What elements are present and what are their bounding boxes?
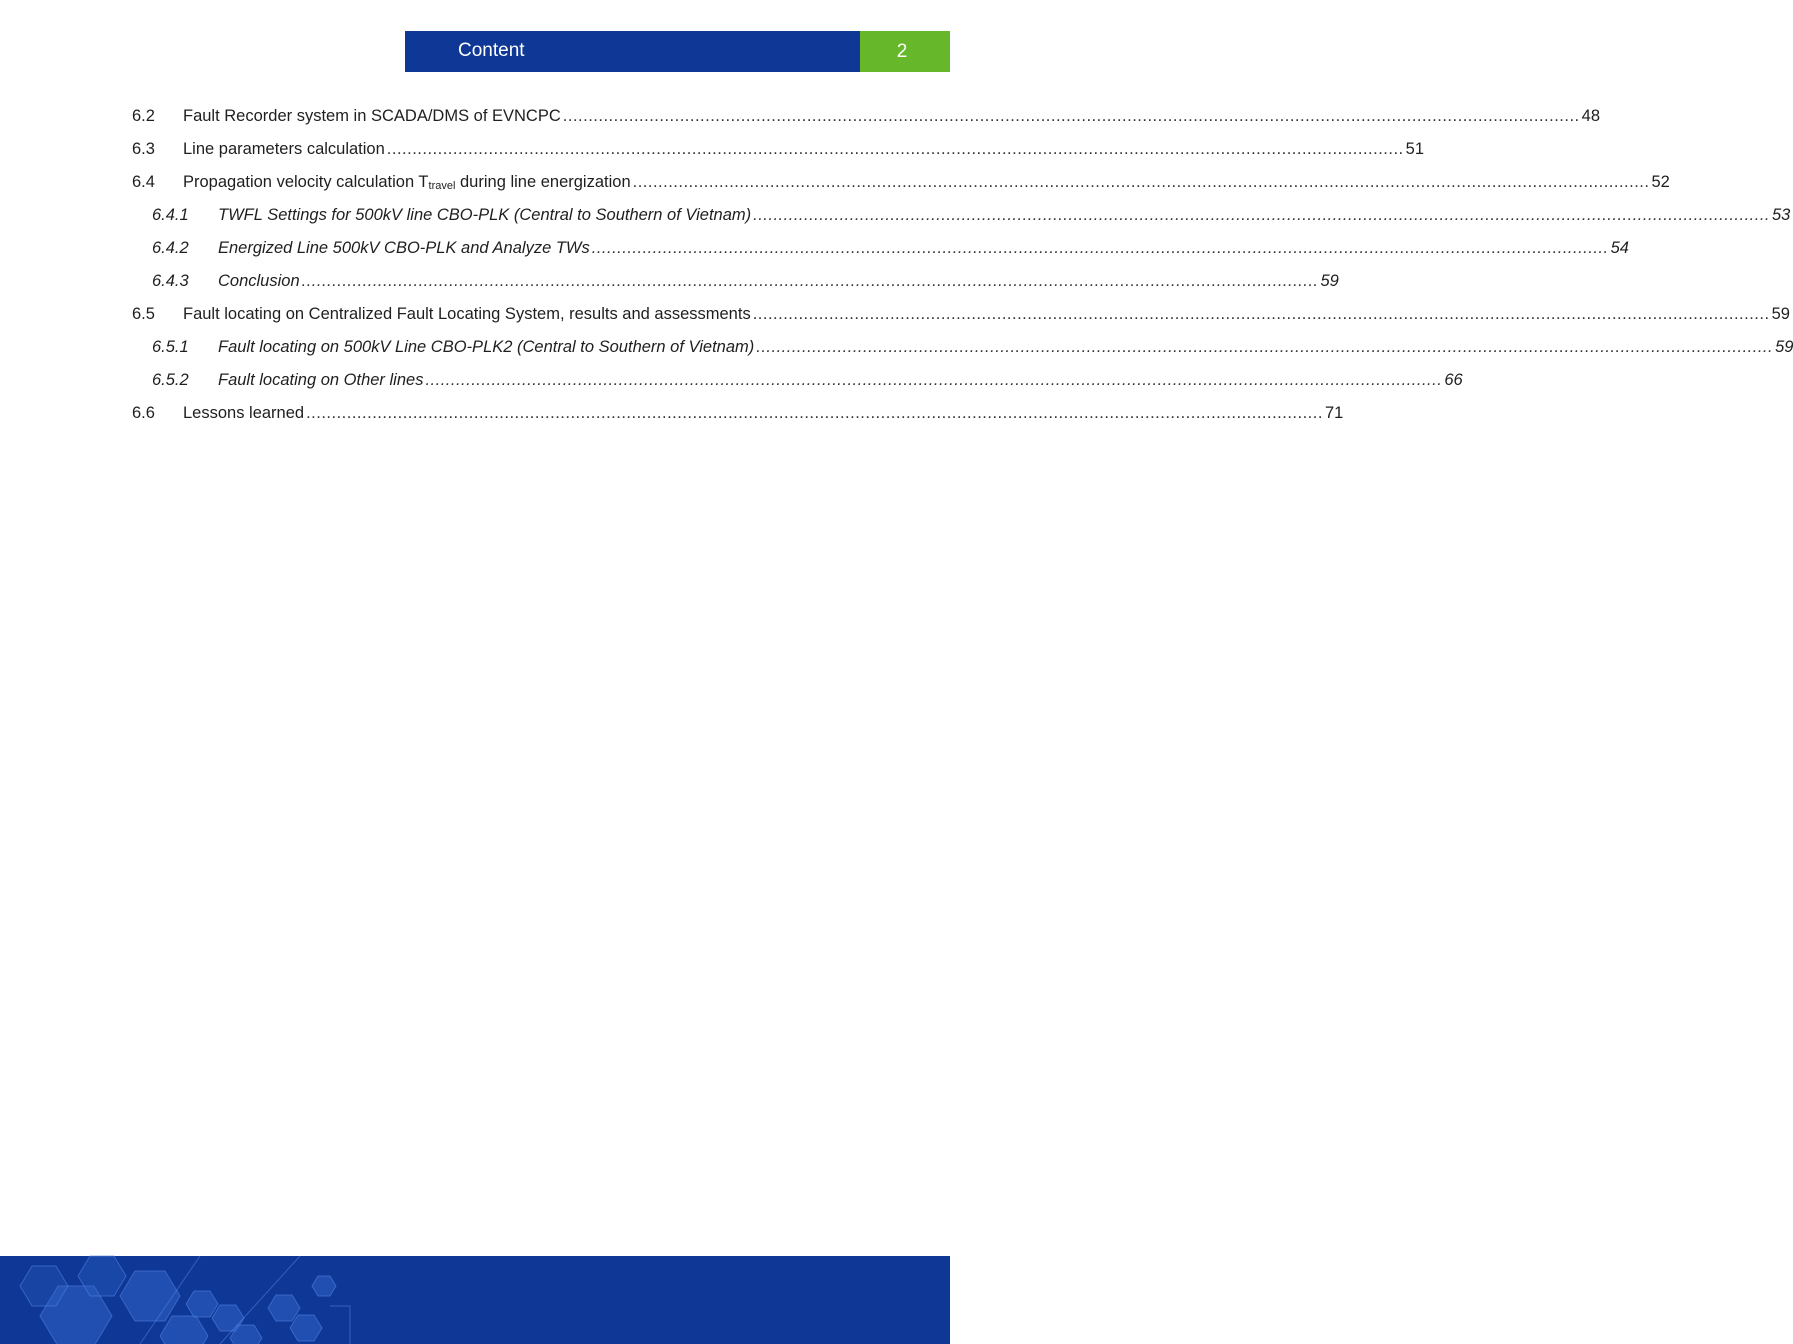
toc-entry-number: 6.4: [132, 173, 155, 191]
toc-entry-title: Line parameters calculation: [183, 140, 385, 158]
toc-entry[interactable]: [132, 401, 1344, 425]
toc-entry[interactable]: [152, 203, 1791, 227]
toc-dot-leader: ........................................................................................................................................................................................................: [425, 371, 1443, 389]
toc-entry-number: 6.3: [132, 140, 155, 158]
page-number: 2: [860, 31, 950, 72]
toc-title-part: during line energization: [455, 173, 631, 191]
toc-entry[interactable]: [132, 104, 1600, 128]
footer-banner: [0, 1256, 950, 1344]
toc-entry-title: Lessons learned: [183, 404, 305, 422]
toc-entry-page: 59: [1771, 305, 1790, 323]
toc-entry-title: Fault locating on Other lines: [218, 371, 424, 389]
toc-entry[interactable]: [152, 269, 1339, 293]
toc-dot-leader: ........................................................................................................................................................................................................: [752, 305, 1770, 323]
toc-entry-title: Fault locating on 500kV Line CBO-PLK2 (Central to Southern of Vietnam): [218, 338, 755, 356]
toc-entry-number: 6.4.3: [152, 272, 189, 290]
toc-entry-title: Conclusion: [218, 272, 300, 290]
toc-entry[interactable]: [132, 137, 1424, 161]
toc-dot-leader: ........................................................................................................................................................................................................: [632, 173, 1650, 191]
toc-dot-leader: ........................................................................................................................................................................................................: [591, 239, 1609, 257]
toc-dot-leader: ........................................................................................................................................................................................................: [753, 206, 1770, 224]
toc-dot-leader: ........................................................................................................................................................................................................: [386, 140, 1404, 158]
toc-dot-leader: ........................................................................................................................................................................................................: [301, 272, 1319, 290]
toc-entry-number: 6.5.2: [152, 371, 189, 389]
toc-dot-leader: ........................................................................................................................................................................................................: [306, 404, 1323, 422]
section-title: Content: [458, 40, 525, 61]
toc-entry-title: Fault Recorder system in SCADA/DMS of EVNCPC: [183, 107, 561, 125]
toc-entry-title: [183, 170, 631, 198]
toc-entry-page: 71: [1324, 404, 1344, 422]
toc-entry[interactable]: [152, 368, 1463, 392]
toc-entry-number: 6.6: [132, 404, 155, 422]
toc-entry-page: 53: [1772, 206, 1791, 224]
toc-title-part: Propagation velocity calculation T: [183, 173, 429, 191]
toc-entry-title: Fault locating on Centralized Fault Locating System, results and assessments: [183, 305, 751, 323]
toc-entry-number: 6.2: [132, 107, 155, 125]
toc-entry[interactable]: [152, 335, 1793, 359]
toc-entry-page: 48: [1581, 107, 1600, 125]
toc-entry-page: 66: [1444, 371, 1463, 389]
toc-entry-number: 6.5: [132, 305, 155, 323]
toc-entry-title: TWFL Settings for 500kV line CBO-PLK (Central to Southern of Vietnam): [218, 206, 752, 224]
toc-entry-number: 6.4.2: [152, 239, 189, 257]
hexagon-pattern-icon: [0, 1256, 950, 1344]
toc-entry[interactable]: [152, 236, 1629, 260]
toc-entry-number: 6.5.1: [152, 338, 189, 356]
toc-entry-page: 52: [1651, 173, 1670, 191]
toc-entry-number: 6.4.1: [152, 206, 189, 224]
header-bar: [405, 31, 860, 72]
toc-entry-page: 59: [1775, 338, 1793, 356]
toc-entry[interactable]: [132, 302, 1790, 326]
toc-entry-title: Energized Line 500kV CBO-PLK and Analyze TWs: [218, 239, 590, 257]
toc-entry[interactable]: [132, 170, 1670, 194]
toc-entry-page: 54: [1610, 239, 1629, 257]
toc-title-subscript: travel: [428, 180, 456, 192]
toc-entry-page: 51: [1405, 140, 1424, 158]
toc-entry-page: 59: [1320, 272, 1339, 290]
toc-dot-leader: ........................................................................................................................................................................................................: [562, 107, 1580, 125]
toc-dot-leader: ........................................................................................................................................................................................................: [756, 338, 1774, 356]
